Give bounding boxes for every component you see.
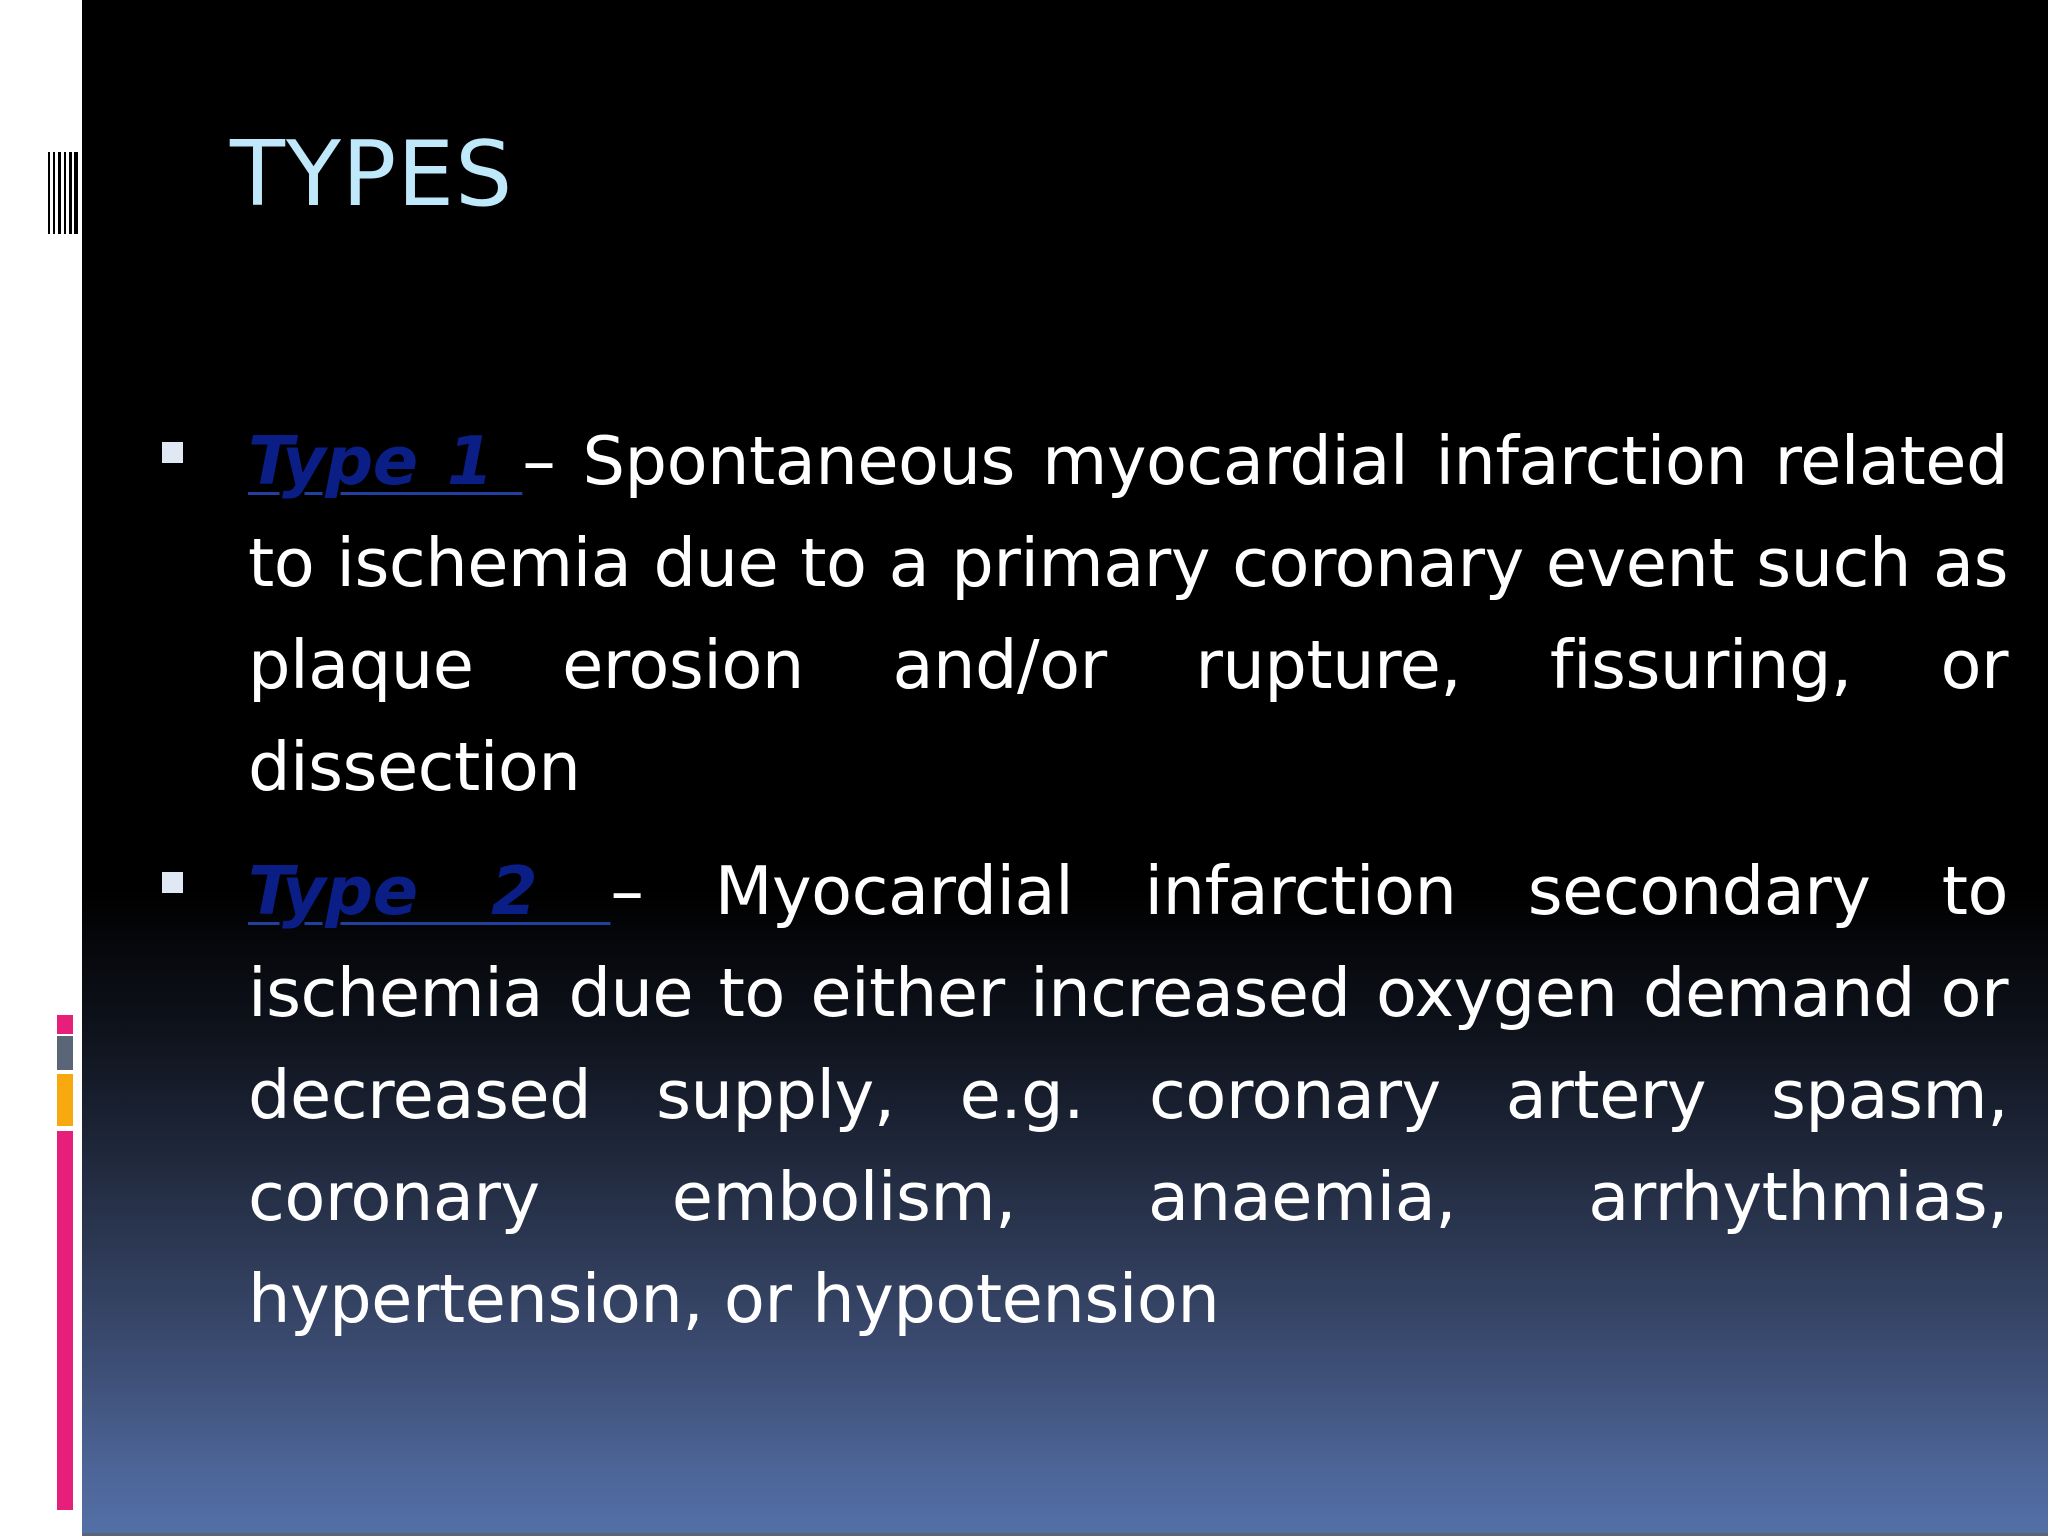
accent-bar-pink-top <box>57 1015 73 1034</box>
bullet-paragraph <box>248 410 2008 818</box>
bullet-text-body: – Myocardial infarction secondary to ischemia due to either increased oxygen demand or decreased supply, e.g. coronary artery spasm, coronary embolism, anaemia, arrhythmias, hypertension, or hypotension <box>248 852 2008 1338</box>
accent-bar-pink-bottom <box>57 1131 73 1510</box>
bullet-paragraph <box>248 840 2008 1350</box>
accent-bar-orange <box>57 1074 73 1126</box>
type-1-link[interactable]: Type 1 <box>248 422 523 500</box>
square-bullet-icon <box>162 442 183 463</box>
type-2-link[interactable]: Type 2 <box>248 852 611 930</box>
bullet-text-body: – Spontaneous myocardial infarction related to ischemia due to a primary coronary event such as plaque erosion and/or rupture, fissuring, or dissection <box>248 422 2008 806</box>
bullet-item-type-1 <box>248 410 2008 818</box>
slide-content-area <box>82 0 2048 1533</box>
square-bullet-icon <box>162 872 183 893</box>
accent-bar-gray <box>57 1036 73 1070</box>
slide-title: TYPES <box>230 122 514 227</box>
bullet-item-type-2 <box>248 840 2008 1350</box>
barcode-decoration-icon <box>48 152 78 234</box>
left-margin-strip <box>0 0 82 1536</box>
bullet-list <box>248 410 2008 1372</box>
